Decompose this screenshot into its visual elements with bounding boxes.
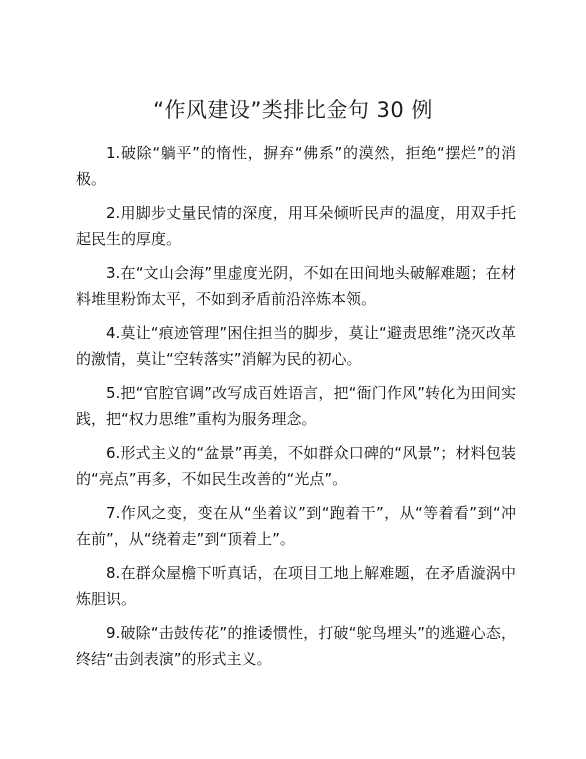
list-item: 6.形式主义的“盆景”再美，不如群众口碑的“风景”；材料包装的“亮点”再多，不如民生改善的“光点”。 xyxy=(76,444,516,488)
list-item: 1.破除“躺平”的惰性，摒弃“佛系”的漠然，拒绝“摆烂”的消极。 xyxy=(76,144,516,188)
list-item: 5.把“官腔官调”改写成百姓语言，把“衙门作风”转化为田间实践，把“权力思维”重构为服务理念。 xyxy=(76,384,516,428)
list-item: 4.莫让“痕迹管理”困住担当的脚步，莫让“避责思维”浇灭改革的激情，莫让“空转落实”消解为民的初心。 xyxy=(76,324,516,368)
item-list xyxy=(76,140,516,680)
list-item: 7.作风之变，变在从“坐着议”到“跑着干”，从“等着看”到“冲在前”，从“绕着走”到“顶着上”。 xyxy=(76,504,516,548)
list-item: 8.在群众屋檐下听真话，在项目工地上解难题，在矛盾漩涡中炼胆识。 xyxy=(76,564,516,608)
list-item: 2.用脚步丈量民情的深度，用耳朵倾听民声的温度，用双手托起民生的厚度。 xyxy=(76,204,516,248)
document-title: “作风建设”类排比金句 30 例 xyxy=(153,98,433,122)
list-item: 3.在“文山会海”里虚度光阴，不如在田间地头破解难题；在材料堆里粉饰太平，不如到矛盾前沿淬炼本领。 xyxy=(76,264,516,308)
list-item: 9.破除“击鼓传花”的推诿惯性，打破“鸵鸟埋头”的逃避心态，终结“击剑表演”的形式主义。 xyxy=(76,624,516,668)
